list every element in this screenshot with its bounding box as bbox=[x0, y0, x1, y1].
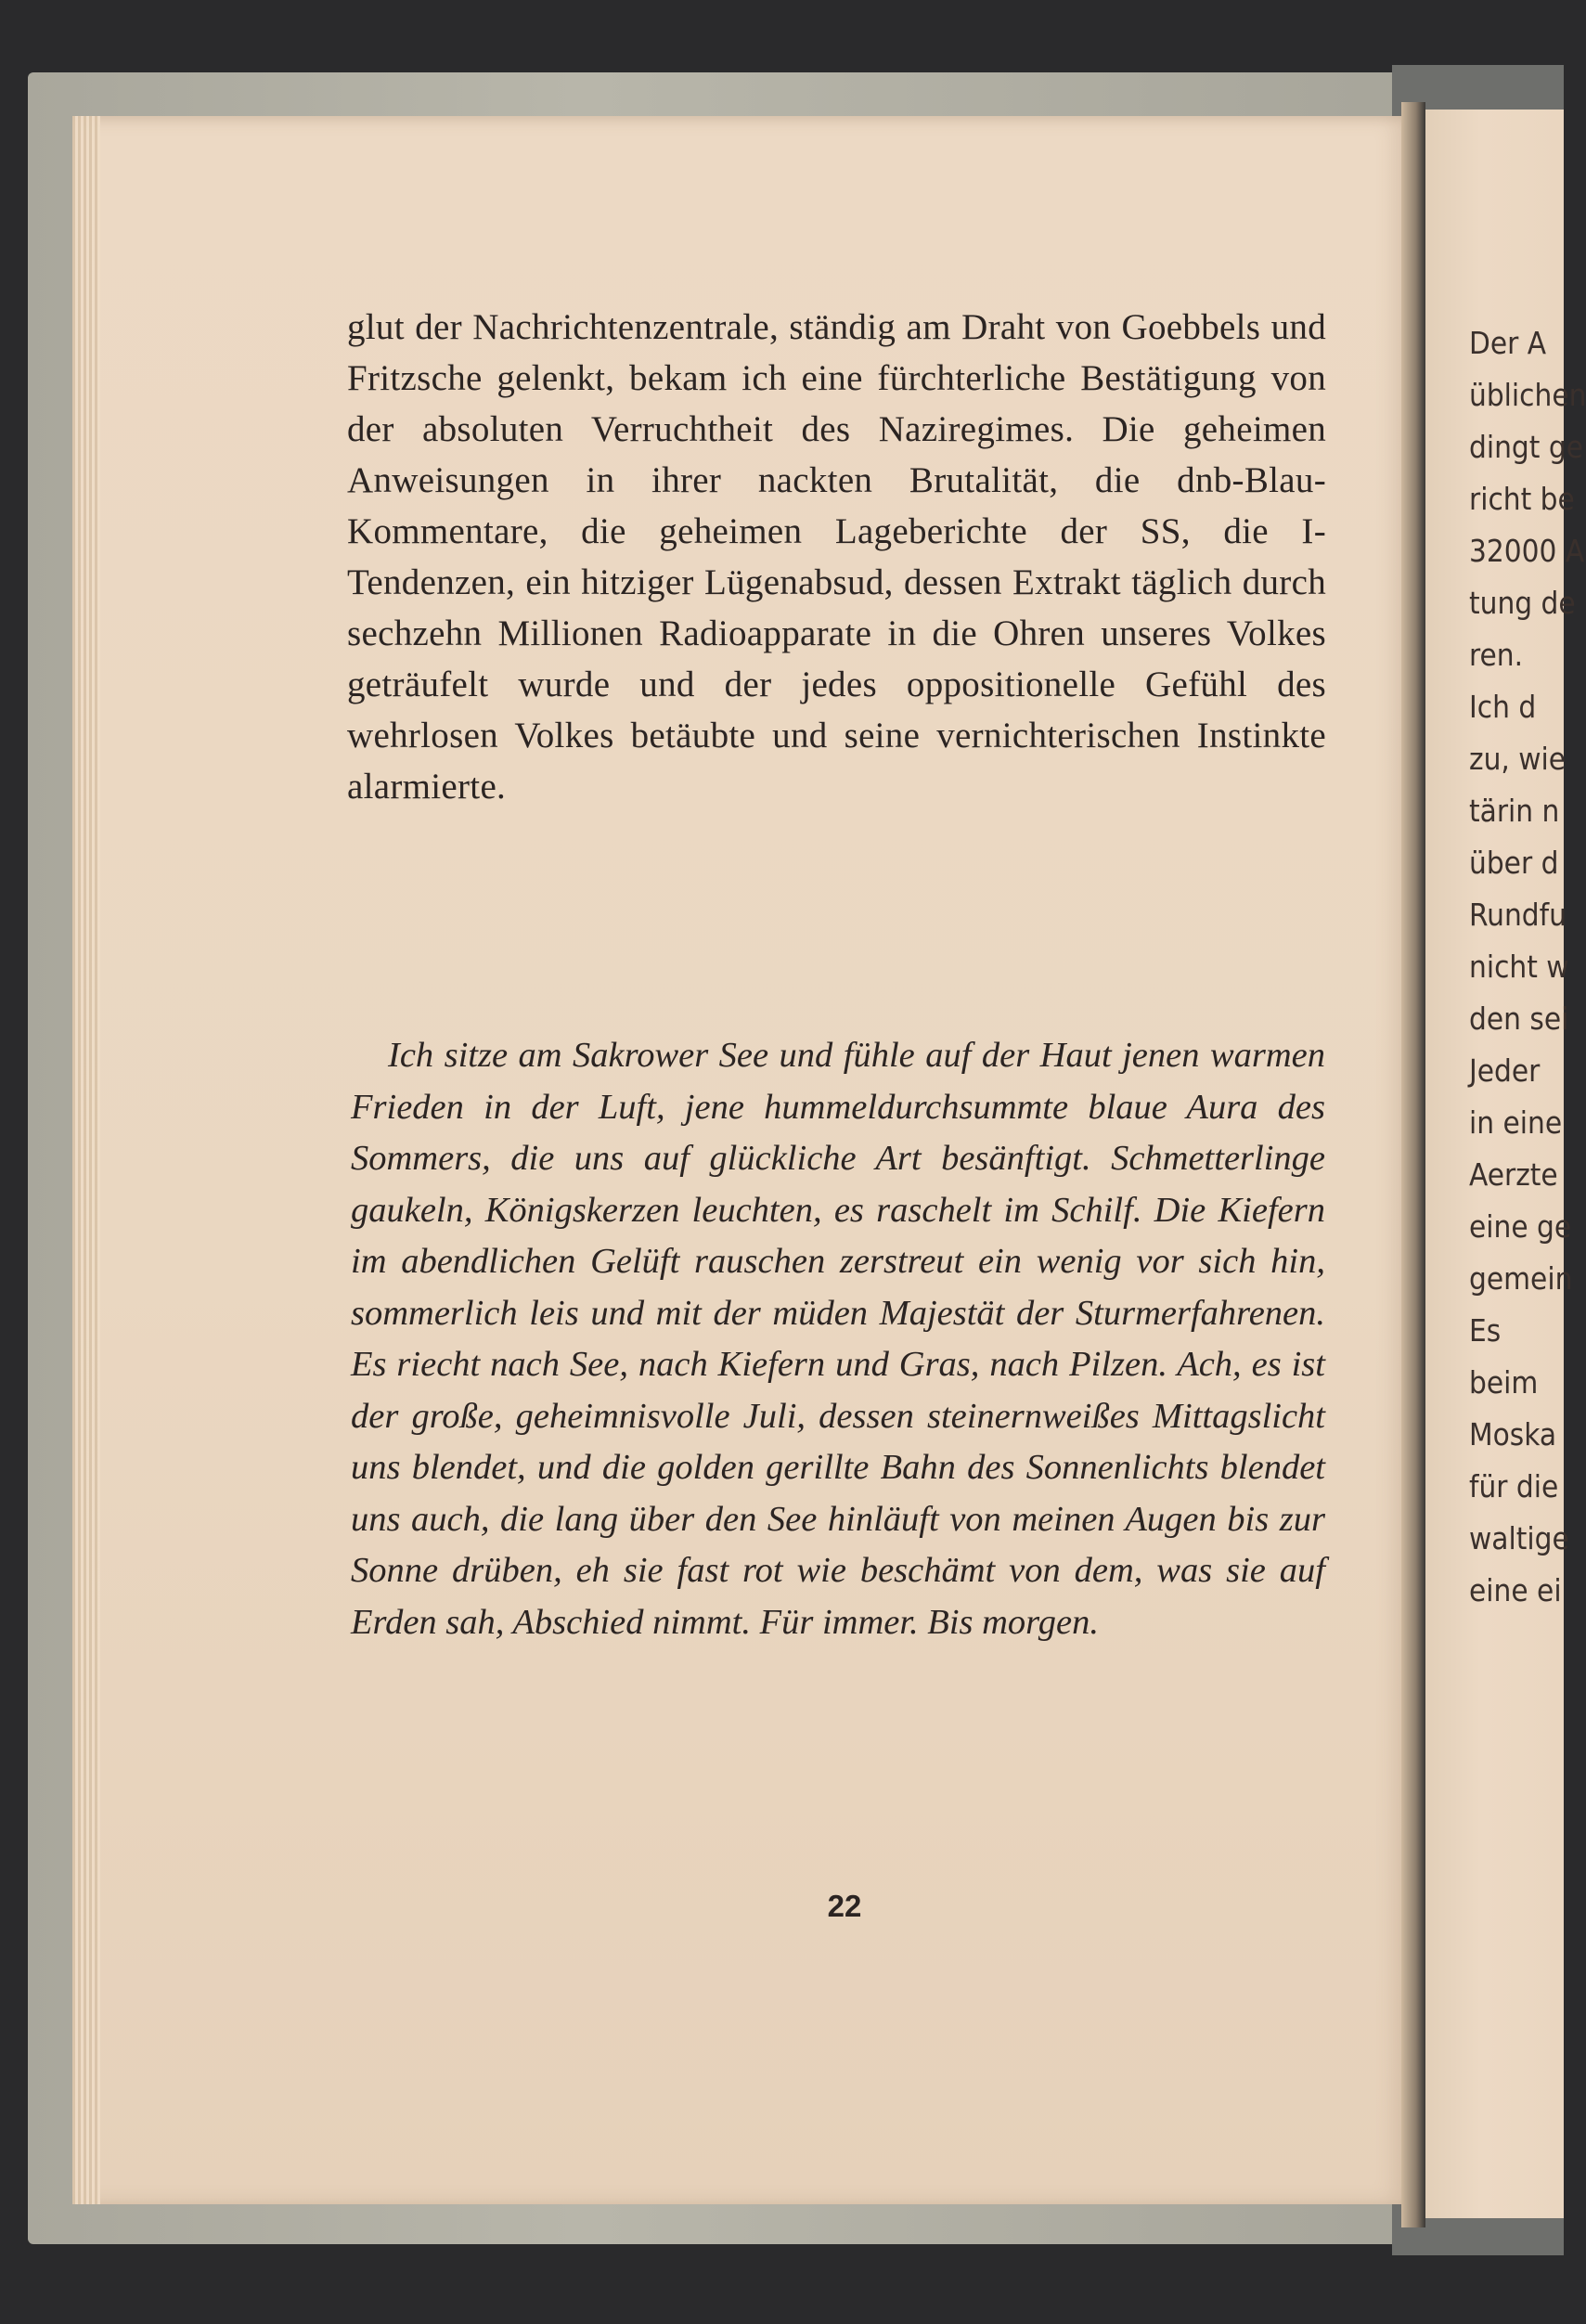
facing-page-line: über d bbox=[1469, 845, 1559, 881]
body-paragraph-1: glut der Nachrichtenzentrale, ständig am Draht von Goebbels und Fritzsche gelenkt, bekam ich eine fürchterliche Bestätigung von der absoluten Verruchtheit des Naziregimes. Die geheimen Anweisungen in ihrer nackten Brutalität, die dnb-Blau-Kommentare, die geheimen Lageberichte der SS, die I-Tendenzen, ein hitziger Lügenabsud, dessen Extrakt täglich durch sechzehn Millionen Radioapparate in die Ohren unseres Volkes geträufelt wurde und der jedes oppositionelle Gefühl des wehrlosen Volkes betäubte und seine vernichterischen Instinkte alarmierte. bbox=[347, 307, 1326, 807]
facing-page-line: 32000 A bbox=[1469, 533, 1585, 569]
facing-page-line: Ich d bbox=[1469, 689, 1537, 725]
facing-page-line: waltige bbox=[1469, 1520, 1569, 1556]
facing-page-line: Jeder bbox=[1469, 1052, 1541, 1089]
facing-page-line: Moska bbox=[1469, 1416, 1557, 1452]
facing-page-line: in eine bbox=[1469, 1104, 1563, 1141]
facing-page-line: beim bbox=[1469, 1364, 1539, 1401]
page-edges bbox=[72, 116, 100, 2204]
facing-page-line: für die bbox=[1469, 1468, 1559, 1504]
facing-page-line: eine ei bbox=[1469, 1572, 1562, 1608]
facing-page-line: Aerzte bbox=[1469, 1156, 1558, 1193]
facing-page-line: Der A bbox=[1469, 325, 1547, 361]
facing-page-line: dingt ge bbox=[1469, 429, 1583, 465]
page-number: 22 bbox=[827, 1889, 862, 1923]
facing-page-line: üblichen bbox=[1469, 377, 1586, 413]
facing-page-text bbox=[1469, 317, 1586, 1617]
facing-page-line: eine ge bbox=[1469, 1208, 1572, 1245]
body-paragraph-2-italic: Ich sitze am Sakrower See und fühle auf der Haut jenen warmen Frieden in der Luft, jene hummeldurchsummte blaue Aura des Sommers, die uns auf glückliche Art besänftigt. Schmetterlinge gaukeln, Königskerzen leuchten, es raschelt im Schilf. Die Kiefern im abendlichen Gelüft rauschen zerstreut ein wenig vor sich hin, sommerlich leis und mit der müden Majestät der Sturmerfahrenen. Es riecht nach See, nach Kiefern und Gras, nach Pilzen. Ach, es ist der große, geheimnisvolle Juli, dessen steinernweißes Mittagslicht uns blendet, und die golden gerillte Bahn des Sonnenlichts blendet uns auch, die lang über den See hinläuft von meinen Augen bis zur Sonne drüben, eh sie fast rot wie beschämt von dem, was sie auf Erden sah, Abschied nimmt. Für immer. Bis morgen. bbox=[351, 1036, 1325, 1642]
facing-page-line: Rundfu bbox=[1469, 897, 1567, 933]
book-gutter bbox=[1401, 102, 1425, 2227]
facing-page-line: tung de bbox=[1469, 585, 1576, 621]
facing-page-line: Es bbox=[1469, 1312, 1502, 1349]
facing-page-line: ren. bbox=[1469, 637, 1523, 673]
facing-page-line: gemein bbox=[1469, 1260, 1573, 1297]
facing-page-line: den sei bbox=[1469, 1001, 1569, 1037]
facing-page-line: richt be bbox=[1469, 481, 1575, 517]
facing-page-line: tärin n bbox=[1469, 793, 1560, 829]
facing-page-line: nicht w bbox=[1469, 949, 1569, 985]
facing-page-line: zu, wie bbox=[1469, 741, 1567, 777]
